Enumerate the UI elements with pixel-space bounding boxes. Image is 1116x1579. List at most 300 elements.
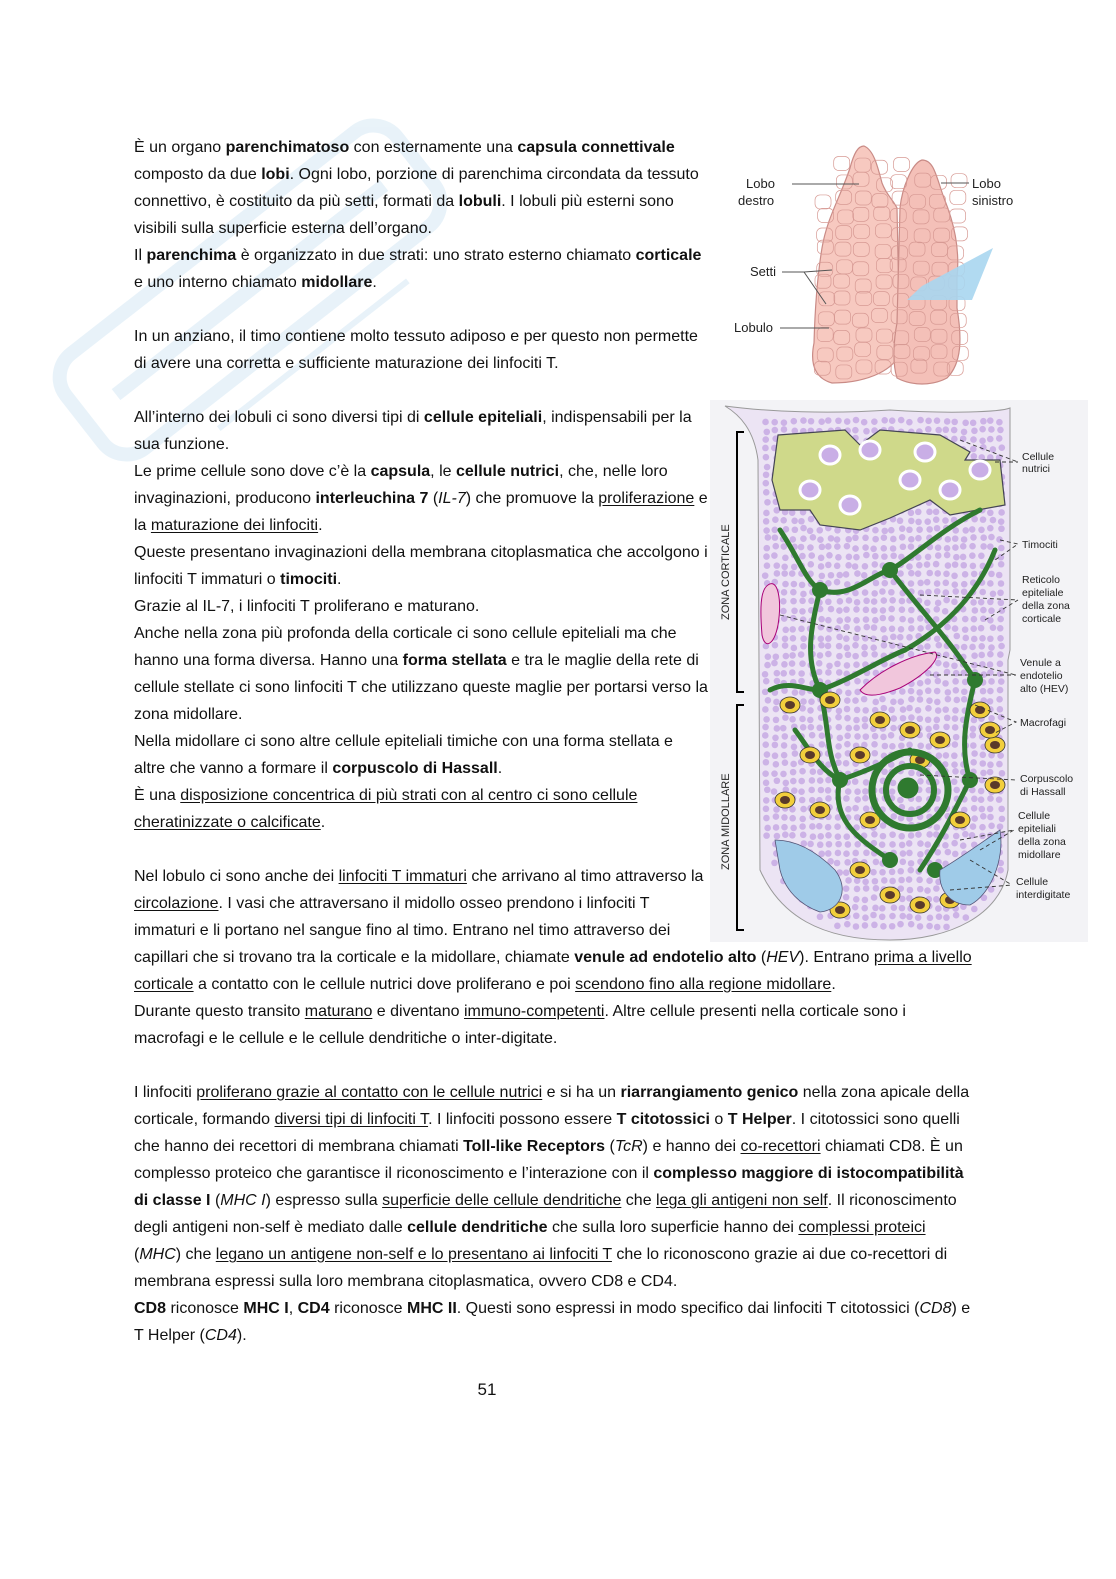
thymocyte (825, 643, 832, 650)
thymocyte (872, 553, 879, 560)
thymocyte (809, 777, 816, 784)
thymocyte (798, 518, 805, 525)
thymocyte (825, 850, 832, 857)
thymocyte (764, 662, 771, 669)
thymocyte (971, 636, 978, 643)
thymocyte (854, 841, 861, 848)
thymocyte (799, 768, 806, 775)
thymocyte (889, 878, 896, 885)
thymocyte (925, 426, 932, 433)
thymocyte (798, 678, 805, 685)
thymocyte (762, 445, 769, 452)
underlined-text: lega gli antigeni non self (656, 1192, 828, 1209)
macrophage-nucleus (780, 796, 790, 804)
thymocyte (944, 715, 951, 722)
thymocyte (852, 534, 859, 541)
thymocyte (971, 906, 978, 913)
underlined-text: co-recettori (740, 1138, 821, 1155)
thymocyte (987, 436, 994, 443)
thymocyte (825, 598, 832, 605)
thymocyte (998, 806, 1005, 813)
thymocyte (978, 625, 985, 632)
thymocyte (963, 914, 970, 921)
thymocyte (998, 545, 1005, 552)
thymocyte (898, 833, 905, 840)
thymocyte (817, 636, 824, 643)
thymocyte (917, 680, 924, 687)
thymocyte (945, 849, 952, 856)
thymocyte (762, 770, 769, 777)
thymocyte (825, 669, 832, 676)
thymocyte (926, 923, 933, 930)
thymocyte (900, 850, 907, 857)
thymocyte (906, 634, 913, 641)
label-cellule-interdigitate-2: interdigitate (1016, 889, 1071, 901)
thymocyte (790, 761, 797, 768)
thymocyte (853, 635, 860, 642)
text-span: ( (134, 1246, 140, 1263)
thymocyte (933, 606, 940, 613)
thymocyte (926, 697, 933, 704)
text-span: e la (134, 490, 708, 534)
thymocyte (762, 741, 769, 748)
thymocyte (987, 806, 994, 813)
thymocyte (899, 688, 906, 695)
text-span: ). (236, 1327, 247, 1344)
thymocyte (773, 699, 780, 706)
thymocyte (762, 480, 769, 487)
thymocyte (990, 446, 997, 453)
thymocyte (834, 625, 841, 632)
thymocyte (798, 626, 805, 633)
thymocyte (863, 552, 870, 559)
text-span: ( (428, 490, 439, 507)
thymocyte (952, 561, 959, 568)
thymocyte (763, 759, 770, 766)
thymocyte (843, 869, 850, 876)
thymocyte (764, 499, 771, 506)
thymocyte (773, 562, 780, 569)
thymocyte (862, 897, 869, 904)
thymocyte (825, 824, 832, 831)
italic-text: CD4 (204, 1327, 237, 1344)
thymocyte (942, 706, 949, 713)
thymocyte (942, 580, 949, 587)
thymocyte (943, 914, 950, 921)
underlined-text: maturano (304, 1003, 373, 1020)
thymocyte (764, 825, 771, 832)
thymocyte (979, 806, 986, 813)
thymocyte (762, 572, 769, 579)
thymocyte (825, 777, 832, 784)
thymocyte (961, 696, 968, 703)
thymocyte (771, 860, 778, 867)
thymocyte (915, 570, 922, 577)
text-span: ( (605, 1138, 615, 1155)
thymocyte (969, 644, 976, 651)
thymocyte (763, 518, 770, 525)
right-lobe-shape (813, 146, 900, 383)
thymocyte (773, 706, 780, 713)
thymocyte (881, 877, 888, 884)
thymocyte (890, 545, 897, 552)
thymocyte (933, 885, 940, 892)
thymocyte (979, 426, 986, 433)
italic-text: MHC (139, 1246, 176, 1263)
thymocyte (917, 715, 924, 722)
thymocyte (825, 795, 832, 802)
thymocyte (979, 438, 986, 445)
thymocyte (834, 563, 841, 570)
thymocyte (971, 805, 978, 812)
label-lobo-destro-2: destro (738, 193, 775, 208)
thymocyte (870, 635, 877, 642)
thymocyte (853, 606, 860, 613)
thymocyte (908, 688, 915, 695)
thymocyte (952, 768, 959, 775)
thymocyte (936, 913, 943, 920)
thymocyte (906, 419, 913, 426)
thymocyte (988, 426, 995, 433)
text-span: Il (134, 247, 147, 264)
lobule (951, 174, 967, 188)
thymocyte (881, 528, 888, 535)
thymocyte (782, 581, 789, 588)
thymocyte (987, 688, 994, 695)
thymocyte (881, 417, 888, 424)
thymocyte (837, 598, 844, 605)
text-line (134, 1295, 976, 1349)
text-span: , (288, 1300, 298, 1317)
thymocyte-in-nurse-cell (840, 496, 860, 514)
thymocyte (828, 572, 835, 579)
thymocyte (782, 554, 789, 561)
thymocyte (900, 543, 907, 550)
thymocyte (935, 678, 942, 685)
thymocyte (816, 724, 823, 731)
thymocyte (916, 562, 923, 569)
thymocyte (834, 923, 841, 930)
hassall-corpuscle (872, 752, 948, 828)
thymocyte (988, 715, 995, 722)
thymocyte (924, 887, 931, 894)
thymocyte (951, 581, 958, 588)
thymocyte (952, 678, 959, 685)
thymocyte (870, 546, 877, 553)
thymocyte (900, 706, 907, 713)
italic-text: TcR (614, 1138, 643, 1155)
thymocyte (774, 833, 781, 840)
thymocyte (996, 419, 1003, 426)
thymocyte (844, 706, 851, 713)
thymocyte (772, 752, 779, 759)
bold-text: midollare (301, 274, 373, 291)
thymocyte (987, 698, 994, 705)
thymocyte (819, 544, 826, 551)
thymocyte (852, 697, 859, 704)
label-timociti: Timociti (1022, 539, 1058, 551)
thymocyte (844, 616, 851, 623)
thymocyte (763, 797, 770, 804)
thymocyte (970, 534, 977, 541)
thymocyte (879, 588, 886, 595)
thymocyte (889, 597, 896, 604)
thymocyte (962, 831, 969, 838)
thymocyte (979, 752, 986, 759)
thymocyte (763, 527, 770, 534)
label-cellule-nutrici: Cellule (1022, 451, 1055, 463)
thymocyte (853, 661, 860, 668)
thymocyte (998, 444, 1005, 451)
thymocyte (853, 725, 860, 732)
thymocyte (799, 716, 806, 723)
thymocyte-in-nurse-cell (860, 441, 880, 459)
bold-text: cellule epiteliali (423, 409, 543, 426)
thymocyte (890, 813, 897, 820)
thymocyte (763, 678, 770, 685)
thymocyte (843, 606, 850, 613)
thymocyte (862, 544, 869, 551)
bold-text: forma stellata (402, 652, 507, 669)
thymocyte (942, 842, 949, 849)
thymocyte (926, 509, 933, 516)
thymocyte (934, 717, 941, 724)
thymocyte (879, 696, 886, 703)
thymocyte (960, 554, 967, 561)
thymocyte (852, 805, 859, 812)
italic-text: HEV (766, 949, 800, 966)
thymocyte (917, 615, 924, 622)
thymocyte (818, 418, 825, 425)
text-span: ) che promuove la (465, 490, 599, 507)
thymocyte (790, 536, 797, 543)
epithelial-star-cell (962, 772, 978, 788)
thymocyte (862, 707, 869, 714)
thymocyte (773, 653, 780, 660)
thymocyte (800, 525, 807, 532)
thymocyte (925, 589, 932, 596)
thymocyte (990, 624, 997, 631)
thymocyte (836, 653, 843, 660)
thymocyte (953, 734, 960, 741)
thymocyte (917, 851, 924, 858)
thymocyte (853, 417, 860, 424)
thymocyte (765, 653, 772, 660)
thymocyte (935, 905, 942, 912)
thymocyte-in-nurse-cell (940, 481, 960, 499)
thymocyte (987, 509, 994, 516)
italic-text: IL-7 (438, 490, 466, 507)
thymocyte (978, 599, 985, 606)
thymocyte (861, 696, 868, 703)
text-span: e diventano (372, 1003, 464, 1020)
thymocyte (942, 608, 949, 615)
thymocyte (854, 796, 861, 803)
thymocyte (843, 571, 850, 578)
thymocyte (926, 877, 933, 884)
text-span: Anche nella zona più profonda della corticale ci sono cellule epiteliali ma che hanno una forma diversa. Hanno una (134, 625, 677, 669)
text-line (134, 1079, 976, 1295)
thymocyte (790, 598, 797, 605)
thymocyte (988, 644, 995, 651)
thymocyte (852, 850, 859, 857)
thymocyte (917, 696, 924, 703)
thymocyte (781, 814, 788, 821)
thymocyte (862, 563, 869, 570)
thymic-lobule-diagram (710, 400, 1088, 942)
thymocyte (763, 553, 770, 560)
thymocyte (899, 598, 906, 605)
thymocyte (871, 607, 878, 614)
thymocyte (765, 697, 772, 704)
thymocyte (960, 562, 967, 569)
thymocyte-in-nurse-cell (915, 443, 935, 461)
thymocyte (798, 670, 805, 677)
thymocyte (934, 525, 941, 532)
bold-text: lobuli (458, 193, 502, 210)
thymocyte (800, 635, 807, 642)
macrophage-nucleus (990, 781, 1000, 789)
thymocyte (774, 725, 781, 732)
thymocyte (997, 867, 1004, 874)
thymocyte (997, 661, 1004, 668)
thymocyte (773, 824, 780, 831)
thymocyte (773, 806, 780, 813)
zone-label-midollare: ZONA MIDOLLARE (720, 773, 732, 870)
underlined-text: circolazione (134, 895, 219, 912)
thymocyte (899, 905, 906, 912)
underlined-text: legano un antigene non-self e lo presentano ai linfociti T (215, 1246, 612, 1263)
thymocyte (810, 534, 817, 541)
thymocyte (854, 788, 861, 795)
italic-text: CD8 (919, 1300, 952, 1317)
thymocyte (925, 554, 932, 561)
thymocyte (915, 509, 922, 516)
thymocyte (881, 642, 888, 649)
thymocyte (782, 714, 789, 721)
thymocyte (998, 509, 1005, 516)
thymocyte (863, 805, 870, 812)
thymocyte (843, 833, 850, 840)
macrophage-nucleus (885, 891, 895, 899)
thymocyte (917, 417, 924, 424)
thymocyte (970, 823, 977, 830)
thymocyte (846, 597, 853, 604)
thymocyte (834, 536, 841, 543)
thymocyte (970, 599, 977, 606)
thymocyte (825, 562, 832, 569)
text-span: riconosce (329, 1300, 407, 1317)
thymocyte (800, 591, 807, 598)
text-span: . (497, 760, 503, 777)
thymocyte (871, 922, 878, 929)
epithelial-star-cell (882, 852, 898, 868)
thymocyte (771, 552, 778, 559)
text-span: . (372, 274, 377, 291)
thymocyte (825, 417, 832, 424)
thymocyte (880, 615, 887, 622)
text-span: Queste presentano invaginazioni della membrana citoplasmatica che accolgono i linfociti T immaturi o (134, 544, 708, 588)
thymocyte (915, 831, 922, 838)
thymocyte (980, 543, 987, 550)
thymocyte (908, 696, 915, 703)
thymocyte (799, 553, 806, 560)
thymocyte (917, 886, 924, 893)
thymocyte (863, 616, 870, 623)
thymocyte (879, 869, 886, 876)
thymocyte-in-nurse-cell (820, 446, 840, 464)
thymocyte (818, 642, 825, 649)
thymocyte (880, 597, 887, 604)
text-span: . I citotossici sono quelli che hanno dei recettori di membrana chiamati (134, 1111, 960, 1155)
label-macrofagi: Macrofagi (1020, 717, 1067, 729)
thymocyte (781, 661, 788, 668)
thymocyte (826, 626, 833, 633)
thymocyte (915, 914, 922, 921)
thymocyte (773, 761, 780, 768)
thymocyte (943, 597, 950, 604)
thymocyte (888, 732, 895, 739)
text-span: , indispensabili per la sua funzione. (134, 409, 692, 453)
thymocyte (962, 420, 969, 427)
thymocyte (772, 735, 779, 742)
thymocyte (835, 833, 842, 840)
thymocyte (908, 770, 915, 777)
thymocyte (844, 859, 851, 866)
thymocyte (835, 417, 842, 424)
macrophage-nucleus (855, 751, 865, 759)
thymocyte (990, 517, 997, 524)
thymocyte (836, 617, 843, 624)
thymocyte (863, 624, 870, 631)
lobule (950, 190, 966, 204)
thymocyte (951, 662, 958, 669)
thymocyte (791, 607, 798, 614)
thymocyte (790, 635, 797, 642)
thymocyte (861, 905, 868, 912)
thymocyte (807, 561, 814, 568)
thymocyte (780, 771, 787, 778)
thymocyte (800, 698, 807, 705)
thymocyte (961, 536, 968, 543)
thymocyte (800, 535, 807, 542)
thymocyte (881, 553, 888, 560)
thymocyte (934, 417, 941, 424)
epithelial-star-cell (812, 582, 828, 598)
thymocyte (961, 581, 968, 588)
thymocyte (772, 543, 779, 550)
thymocyte (890, 536, 897, 543)
text-span: All’interno dei lobuli ci sono diversi tipi di (134, 409, 424, 426)
text-span: ( (210, 1192, 221, 1209)
underlined-text: proliferazione (598, 490, 695, 507)
thymocyte (781, 570, 788, 577)
thymocyte (772, 427, 779, 434)
thymocyte (819, 741, 826, 748)
thymocyte (762, 706, 769, 713)
thymocyte (834, 579, 841, 586)
thymocyte (818, 624, 825, 631)
bold-text: MHC I (243, 1300, 289, 1317)
thymocyte (764, 786, 771, 793)
label-lobo-sinistro-2: sinistro (972, 193, 1014, 208)
thymocyte (871, 590, 878, 597)
macrophage-nucleus (855, 866, 865, 874)
thymocyte (997, 823, 1004, 830)
thymocyte (881, 580, 888, 587)
thymocyte (970, 436, 977, 443)
thymocyte (852, 427, 859, 434)
